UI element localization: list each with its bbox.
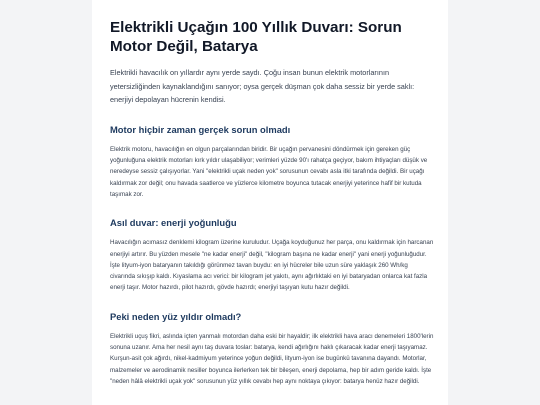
section-body: Havacılığın acımasız denklemi kilogram üzerine kuruludur. Uçağa koyduğunuz her parça, onu kaldırmak için harcanan enerjiyi artırır. Bu yüzden mesele "ne kadar enerji" değil, "kilogram başına ne kadar enerji" yani enerji yoğunluğudur. İşte lityum-iyon bataryanın takıldığı görünmez tavan buydu: en iyi hücreler bile uzun süre yaklaşık 260 Wh/kg civarında sıkışıp kaldı. Kıyaslama acı verici: bir kilogram jet yakıtı, aynı ağırlıktaki en iyi bataryadan onlarca kat fazla enerji taşır. Motor hazırdı, pilot hazırdı, gövde hazırdı; enerjiyi taşıyan kutu hazır değildi. <box>110 239 434 292</box>
section-heading: Motor hiçbir zaman gerçek sorun olmadı <box>110 123 291 135</box>
section-body: Elektrikli uçuş fikri, aslında içten yanmalı motordan daha eski bir hayaldir; ilk elektrikli hava aracı denemeleri 1800'lerin sonuna uzanır. Ama her nesil aynı taş duvara toslar: batarya, kendi ağırlığını haklı çıkaracak kadar enerji taşıyamaz. Kurşun-asit çok ağırdı, nikel-kadmiyum yeterince yoğun değildi, lityum-iyon ise bugünkü tavanına dayandı. Motorlar, malzemeler ve aerodinamik nesiller boyunca ilerlerken tek bir bileşen, enerji depolama, hep bir adım geride kaldı. İşte "neden hâlâ elektrikli uçak yok" sorusunun yüz yıllık cevabı hep aynı noktaya çıkıyor: batarya henüz hazır değildi. <box>110 332 434 385</box>
article-page <box>92 0 448 405</box>
section-body: Elektrik motoru, havacılığın en olgun parçalarından biridir. Bir uçağın pervanesini döndürmek için gereken güç yoğunluğuna elektrik motorları kırk yıldır ulaşabiliyor; verimleri yüzde 90'ı rahatça geçiyor, bakım ihtiyaçları düşük ve neredeyse sessiz çalışıyorlar. Yani "elektrikli uçak neden yok" sorusunun cevabı asla itki tarafında değildi. Bir uçağı kaldırmak zor değil; onu havada saatlerce ve yüzlerce kilometre boyunca tutacak enerjiyi yeterince hafif bir kutuda taşımak zor. <box>110 145 428 198</box>
section-energy-density <box>110 216 434 293</box>
section-heading: Asıl duvar: enerji yoğunluğu <box>110 217 237 229</box>
section-motor <box>110 123 434 200</box>
section-heading: Peki neden yüz yıldır olmadı? <box>110 310 242 322</box>
article-lead: Elektrikli havacılık on yıllardır aynı yerde saydı. Çoğu insan bunun elektrik motorlarının yetersizliğinden kaynaklandığını sanıyor; oysa gerçek düşman çok daha sessiz bir yerde saklı: enerjiyi depolayan hücrenin kendisi. <box>110 68 415 105</box>
section-hundred-years <box>110 310 434 387</box>
article-title: Elektrikli Uçağın 100 Yıllık Duvarı: Sorun Motor Değil, Batarya <box>110 19 402 55</box>
